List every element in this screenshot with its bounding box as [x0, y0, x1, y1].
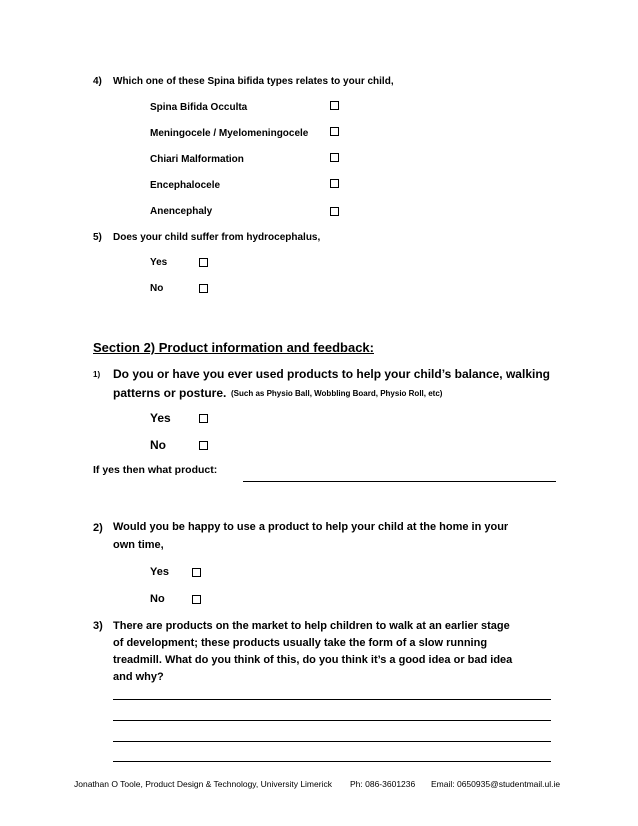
s2-question-2-number: 2) [93, 522, 103, 534]
answer-line-1[interactable] [113, 699, 551, 700]
checkbox-hydrocephalus-no[interactable] [199, 284, 208, 293]
option-spina-bifida-occulta: Spina Bifida Occulta [150, 102, 248, 113]
s2-question-3-line2: of development; these products usually take the form of a slow running [113, 637, 488, 649]
checkbox-hydrocephalus-yes[interactable] [199, 258, 208, 267]
option-encephalocele: Encephalocele [150, 180, 221, 191]
question-4-number: 4) [93, 76, 102, 87]
answer-line-2[interactable] [113, 720, 551, 721]
s2-question-3-line3: treadmill. What do you think of this, do you think it’s a good idea or bad idea [113, 654, 513, 666]
section-2-heading: Section 2) Product information and feedback: [93, 340, 374, 355]
checkbox-spina-bifida-occulta[interactable] [330, 101, 339, 110]
option-meningocele: Meningocele / Myelomeningocele [150, 128, 309, 139]
s2-question-3-line4: and why? [113, 671, 164, 683]
answer-line-3[interactable] [113, 741, 551, 742]
option-balance-products-yes: Yes [150, 411, 171, 425]
checkbox-balance-products-no[interactable] [199, 441, 208, 450]
checkbox-anencephaly[interactable] [330, 207, 339, 216]
option-home-product-no: No [150, 593, 165, 605]
s2-question-1-line2: patterns or posture. [113, 386, 227, 400]
checkbox-balance-products-yes[interactable] [199, 414, 208, 423]
checkbox-chiari-malformation[interactable] [330, 153, 339, 162]
s2-question-3-line1: There are products on the market to help children to walk at an earlier stage [113, 620, 510, 632]
checkbox-home-product-yes[interactable] [192, 568, 201, 577]
question-5-number: 5) [93, 232, 102, 243]
option-anencephaly: Anencephaly [150, 206, 213, 217]
product-answer-line[interactable] [243, 481, 556, 482]
s2-question-1-number: 1) [93, 370, 101, 379]
s2-question-1-note: (Such as Physio Ball, Wobbling Board, Physio Roll, etc) [231, 389, 443, 398]
option-chiari-malformation: Chiari Malformation [150, 154, 244, 165]
footer-author: Jonathan O Toole, Product Design & Technology, University Limerick [74, 779, 332, 789]
footer-phone: Ph: 086-3601236 [350, 779, 416, 789]
option-balance-products-no: No [150, 438, 166, 452]
option-hydrocephalus-yes: Yes [150, 257, 168, 268]
s2-question-3-number: 3) [93, 620, 103, 632]
s2-question-1-line1: Do you or have you ever used products to help your child’s balance, walking [113, 367, 550, 381]
if-yes-product-label: If yes then what product: [93, 464, 218, 476]
checkbox-meningocele[interactable] [330, 127, 339, 136]
option-hydrocephalus-no: No [150, 283, 164, 294]
question-4-text: Which one of these Spina bifida types relates to your child, [113, 76, 394, 87]
question-5-text: Does your child suffer from hydrocephalus, [113, 232, 321, 243]
footer-email: Email: 0650935@studentmail.ul.ie [431, 779, 561, 789]
answer-line-4[interactable] [113, 761, 551, 762]
checkbox-home-product-no[interactable] [192, 595, 201, 604]
option-home-product-yes: Yes [150, 566, 169, 578]
s2-question-2-line1: Would you be happy to use a product to help your child at the home in your [113, 521, 509, 533]
s2-question-2-line2: own time, [113, 539, 164, 551]
checkbox-encephalocele[interactable] [330, 179, 339, 188]
